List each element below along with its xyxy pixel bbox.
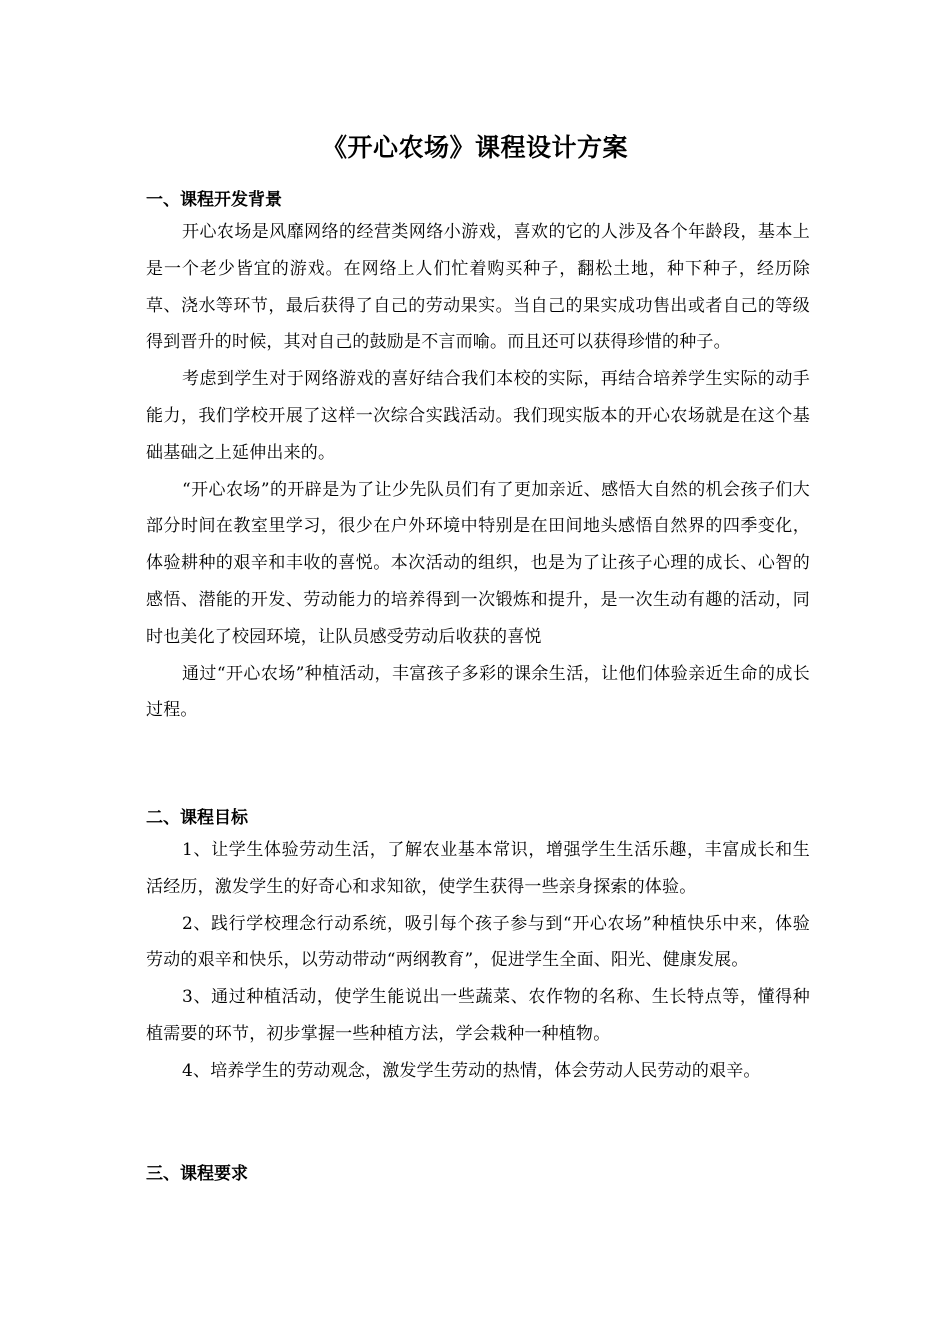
paragraph: 通过“开心农场”种植活动，丰富孩子多彩的课余生活，让他们体验亲近生命的成长过程。 (146, 663, 810, 721)
paragraph: 3、通过种植活动，使学生能说出一些蔬菜、农作物的名称、生长特点等，懂得种植需要的环节，初步掌握一些种植方法，学会栽种一种植物。 (146, 987, 810, 1044)
section-heading: 一、课程开发背景 (146, 190, 282, 210)
section-background (146, 188, 810, 729)
paragraph: 2、践行学校理念行动系统，吸引每个孩子参与到“开心农场”种植快乐中来，体验劳动的艰辛和快乐，以劳动带动“两纲教育”，促进学生全面、阳光、健康发展。 (146, 913, 810, 971)
paragraph: “开心农场”的开辟是为了让少先队员们有了更加亲近、感悟大自然的机会孩子们大部分时间在教室里学习，很少在户外环境中特别是在田间地头感悟自然界的四季变化，体验耕种的艰辛和丰收的喜悦。本次活动的组织，也是为了让孩子心理的成长、心智的感悟、潜能的开发、劳动能力的培养得到一次锻炼和提升，是一次生动有趣的活动，同时也美化了校园环境，让队员感受劳动后收获的喜悦 (146, 479, 810, 647)
section-heading: 三、课程要求 (146, 1164, 248, 1184)
section-requirements (146, 1162, 810, 1186)
document-title: 《开心农场》课程设计方案 (321, 133, 628, 162)
paragraph: 4、培养学生的劳动观念，激发学生劳动的热情，体会劳动人民劳动的艰辛。 (182, 1060, 761, 1081)
section-goals (146, 806, 810, 1090)
paragraph: 考虑到学生对于网络游戏的喜好结合我们本校的实际，再结合培养学生实际的动手能力，我们学校开展了这样一次综合实践活动。我们现实版本的开心农场就是在这个基础基础之上延伸出来的。 (146, 369, 810, 463)
paragraph: 开心农场是风靡网络的经营类网络小游戏，喜欢的它的人涉及各个年龄段，基本上是一个老少皆宜的游戏。在网络上人们忙着购买种子，翻松土地，种下种子，经历除草、浇水等环节，最后获得了自己的劳动果实。当自己的果实成功售出或者自己的等级得到晋升的时候，其对自己的鼓励是不言而喻。而且还可以获得珍惜的种子。 (146, 222, 810, 353)
section-heading: 二、课程目标 (146, 808, 248, 828)
paragraph: 1、让学生体验劳动生活，了解农业基本常识，增强学生生活乐趣，丰富成长和生活经历，激发学生的好奇心和求知欲，使学生获得一些亲身探索的体验。 (146, 840, 810, 897)
